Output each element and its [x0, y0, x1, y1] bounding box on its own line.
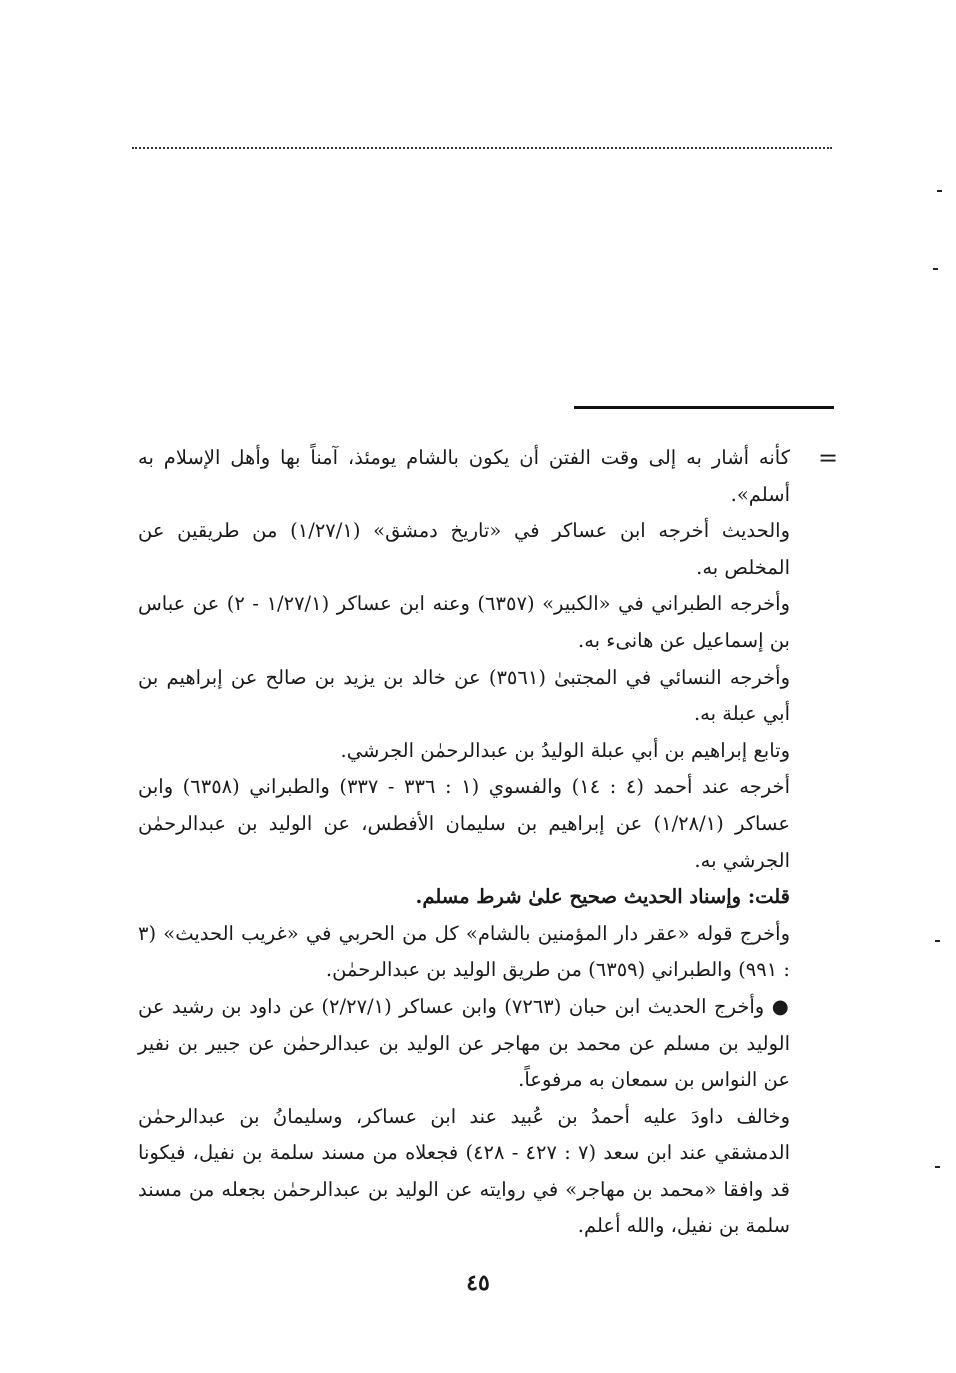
footnote-paragraph: وأخرجه النسائي في المجتبىٰ (٣٥٦١) عن خالد بن يزيد بن صالح عن إبراهيم بن أبي عبلة به.: [138, 665, 790, 726]
footnote-paragraph: أخرجه عند أحمد (٤ : ١٤) والفسوي (١ : ٣٣٦ - ٣٣٧) والطبراني (٦٣٥٨) وابن عساكر (١/٢٨/١) عن إبراهيم بن سليمان الأفطس، عن الوليد بن عبدالرحمٰن الجرشي به.: [138, 775, 790, 872]
scan-speck: [933, 268, 938, 270]
footnote-separator: [574, 406, 834, 409]
footnote-paragraph: كأنه أشار به إلى وقت الفتن أن يكون بالشام يومئذ، آمناً بها وأهل الإسلام به أسلم».: [138, 446, 790, 506]
footnote-paragraph: ● وأخرج الحديث ابن حبان (٧٢٦٣) وابن عساكر (٢/٢٧/١) عن داود بن رشيد عن الوليد بن مسلم عن محمد بن مهاجر عن الوليد بن عبدالرحمٰن عن جبير بن نفير عن النواس بن سمعان به مرفوعاً.: [138, 994, 790, 1092]
footnote-text: [138, 440, 790, 1245]
footnote-paragraph: وخالف داودَ عليه أحمدُ بن عُبيد عند ابن عساكر، وسليمانُ بن عبدالرحمٰن الدمشقي عند ابن سعد (٧ : ٤٢٧ - ٤٢٨) فجعلاه من مسند سلمة بن نفيل، فيكونا قد وافقا «محمد بن مهاجر» في روايته عن الوليد بن عبدالرحمٰن بجعله من مسند سلمة بن نفيل، والله أعلم.: [138, 1104, 790, 1238]
header-dotted-line: [132, 147, 832, 149]
continuation-mark: =: [818, 444, 839, 472]
scan-speck: [935, 940, 940, 942]
footnote-paragraph: وتابع إبراهيم بن أبي عبلة الوليدُ بن عبدالرحمٰن الجرشي.: [340, 738, 790, 762]
scan-speck: [935, 1166, 940, 1168]
scan-speck: [937, 190, 942, 192]
footnote-paragraph-verdict: قلت: وإسناد الحديث صحيح علىٰ شرط مسلم.: [415, 885, 790, 909]
footnote-paragraph: وأخرجه الطبراني في «الكبير» (٦٣٥٧) وعنه ابن عساكر (١/٢٧/١ - ٢) عن عباس بن إسماعيل عن هانىء به.: [138, 592, 791, 652]
footnote-paragraph: وأخرج قوله «عقر دار المؤمنين بالشام» كل من الحربي في «غريب الحديث» (٣ : ٩٩١) والطبراني (٦٣٥٩) من طريق الوليد بن عبدالرحمٰن.: [138, 921, 790, 982]
footnote-paragraph: والحديث أخرجه ابن عساكر في «تاريخ دمشق» (١/٢٧/١) من طريقين عن المخلص به.: [138, 519, 790, 579]
page-number: ٤٥: [466, 1270, 490, 1296]
